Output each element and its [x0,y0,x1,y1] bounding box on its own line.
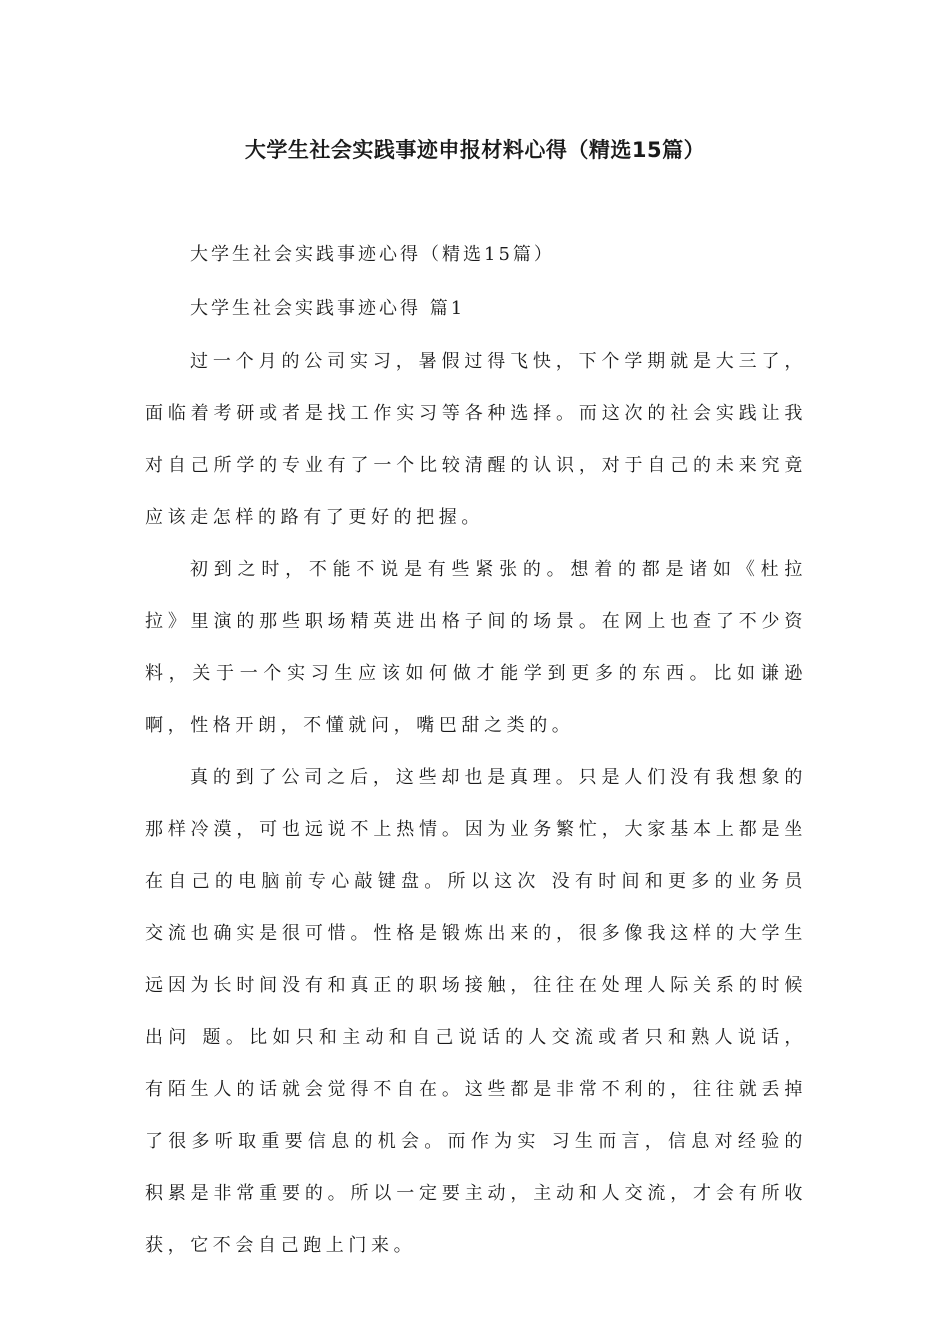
section-heading: 大学生社会实践事迹心得 篇1 [190,298,466,319]
paragraph-2: 初到之时，不能不说是有些紧张的。想着的都是诸如《杜拉拉》里演的那些职场精英进出格子间的场景。在网上也查了不少资料，关于一个实习生应该如何做才能学到更多的东西。比如谦逊啊，性格开朗，不懂就问，嘴巴甜之类的。 [145,559,807,736]
document-subtitle: 大学生社会实践事迹心得（精选15篇） [190,244,555,265]
document-title: 大学生社会实践事迹申报材料心得（精选15篇） [244,138,706,162]
paragraph-1: 过一个月的公司实习，暑假过得飞快，下个学期就是大三了，面临着考研或者是找工作实习等各种选择。而这次的社会实践让我对自己所学的专业有了一个比较清醒的认识，对于自己的未来究竟应该走怎样的路有了更好的把握。 [145,351,807,528]
paragraph-3: 真的到了公司之后，这些却也是真理。只是人们没有我想象的那样冷漠，可也远说不上热情。因为业务繁忙，大家基本上都是坐在自己的电脑前专心敲键盘。所以这次 没有时间和更多的业务员交流也确实是很可惜。性格是锻炼出来的，很多像我这样的大学生远因为长时间没有和真正的职场接触，往往在处理人际关系的时候出问 题。比如只和主动和自己说话的人交流或者只和熟人说话，有陌生人的话就会觉得不自在。这些都是非常不利的，往往就丢掉了很多听取重要信息的机会。而作为实 习生而言，信息对经验的积累是非常重要的。所以一定要主动，主动和人交流，才会有所收获，它不会自己跑上门来。 [145,767,807,1256]
document-body [145,228,807,1272]
